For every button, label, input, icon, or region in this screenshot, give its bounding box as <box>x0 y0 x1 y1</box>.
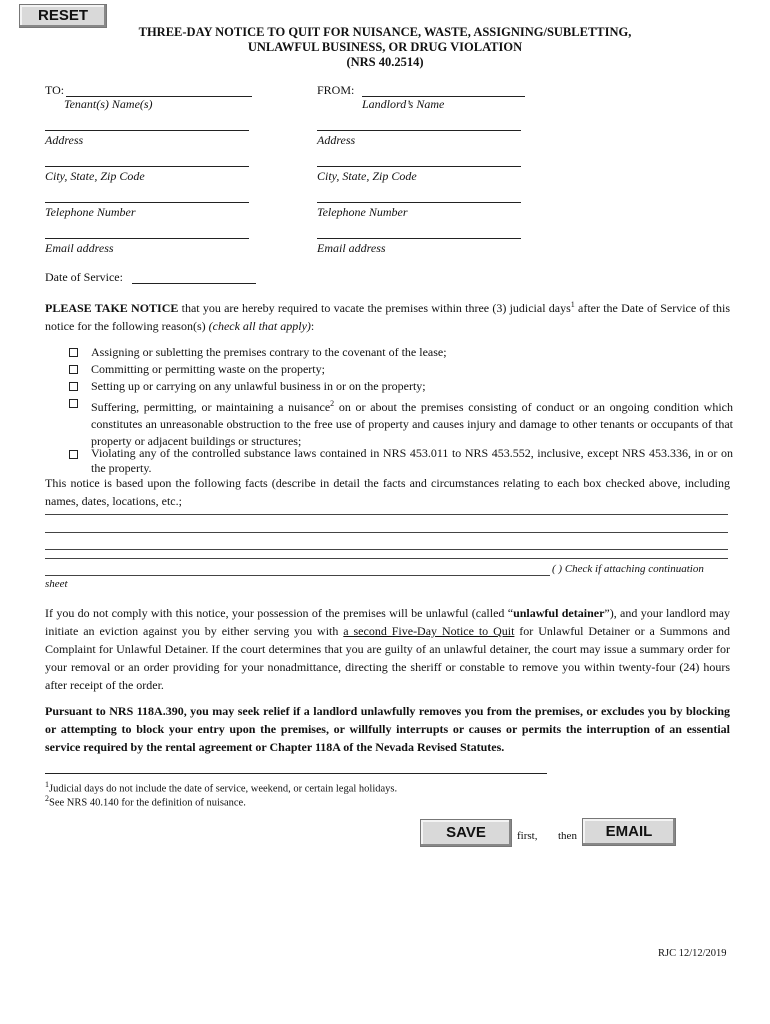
continuation-sheet-label: sheet <box>45 578 68 590</box>
reason-nuisance: Suffering, permitting, or maintaining a nuisance$^2$ on or about the premises consisting of conduct or an ongoing condition which constitutes an unreasonable obstruction to the free use of property and causes injury and damage to other tenants or occupants of that property or adjacent buildings or structures; <box>91 399 733 448</box>
date-of-service-label: Date of Service: <box>45 270 123 284</box>
reason-assigning: Assigning or subletting the premises contrary to the covenant of the lease; <box>91 345 447 359</box>
landlord-address-label: Address <box>317 133 356 147</box>
facts-line-4[interactable] <box>45 558 728 559</box>
save-button[interactable]: SAVE <box>420 819 512 847</box>
tenant-phone-field[interactable] <box>45 188 249 203</box>
checkbox-waste[interactable] <box>69 365 78 374</box>
landlord-name-label: Landlord’s Name <box>362 97 445 111</box>
facts-line-1[interactable] <box>45 514 728 515</box>
tenant-email-field[interactable] <box>45 224 249 239</box>
date-of-service-field[interactable] <box>132 269 256 284</box>
landlord-name-field[interactable] <box>362 82 525 97</box>
reason-drug-violation: Violating any of the controlled substance laws contained in NRS 453.011 to NRS 453.552, inclusive, except NRS 453.336, in or on the property. <box>91 446 733 475</box>
title-line-3: (NRS 40.2514) <box>346 55 424 69</box>
footnote-1: $^1$Judicial days do not include the date of service, weekend, or certain legal holidays. <box>45 780 398 795</box>
landlord-email-label: Email address <box>317 241 386 255</box>
reset-button[interactable]: RESET <box>19 4 107 28</box>
landlord-city-field[interactable] <box>317 152 521 167</box>
email-button[interactable]: EMAIL <box>582 818 676 846</box>
relief-paragraph: Pursuant to NRS 118A.390, you may seek relief if a landlord unlawfully removes you from the premises, or excludes you by blocking or attempting to block your entry upon the premises, or willfully interrupts or causes or permits the interruption of an essential service required by the rental agreement or Chapter 118A of the Nevada Revised Statutes. <box>45 704 730 754</box>
from-label: FROM: <box>317 83 355 97</box>
first-label: first, <box>517 830 538 842</box>
tenant-address-field[interactable] <box>45 116 249 131</box>
continuation-checkbox-label[interactable]: ( ) Check if attaching continuation <box>552 563 704 575</box>
facts-line-3[interactable] <box>45 549 728 550</box>
tenant-phone-label: Telephone Number <box>45 205 136 219</box>
then-label: then <box>558 830 577 842</box>
unlawful-detainer-paragraph: If you do not comply with this notice, your possession of the premises will be unlawful (called “unlawful detainer”), and your landlord may initiate an eviction against you by either serving you with a second Five-Day Notice to Quit for Unlawful Detainer or a Summons and Complaint for Unlawful Detainer. If the court determines that you are guilty of an unlawful detainer, the court may issue a summary order for your removal or an order providing for your nonadmittance, directing the sheriff or constable to remove you within twenty-four (24) hours after receipt of the order. <box>45 606 730 692</box>
tenant-address-label: Address <box>45 133 84 147</box>
tenant-name-label: Tenant(s) Name(s) <box>64 97 153 111</box>
form-revision: RJC 12/12/2019 <box>658 948 727 959</box>
title-line-2: UNLAWFUL BUSINESS, OR DRUG VIOLATION <box>247 40 523 54</box>
checkbox-drug-violation[interactable] <box>69 450 78 459</box>
tenant-name-field[interactable] <box>66 82 252 97</box>
landlord-phone-field[interactable] <box>317 188 521 203</box>
facts-intro: This notice is based upon the following facts (describe in detail the facts and circumstances relating to each box checked above, including names, dates, locations, etc.; <box>45 476 730 508</box>
landlord-phone-label: Telephone Number <box>317 205 408 219</box>
landlord-email-field[interactable] <box>317 224 521 239</box>
checkbox-assigning[interactable] <box>69 348 78 357</box>
facts-line-2[interactable] <box>45 532 728 533</box>
tenant-email-label: Email address <box>45 241 114 255</box>
footnote-divider <box>45 773 547 774</box>
landlord-address-field[interactable] <box>317 116 521 131</box>
checkbox-nuisance[interactable] <box>69 399 78 408</box>
reason-waste: Committing or permitting waste on the property; <box>91 362 325 376</box>
facts-line-5[interactable] <box>45 575 550 576</box>
to-label: TO: <box>45 83 65 97</box>
notice-paragraph: PLEASE TAKE NOTICE that you are hereby required to vacate the premises within three (3) judicial days$^1$ after the Date of Service of this notice for the following reason(s) (check all that apply): <box>45 300 730 333</box>
landlord-city-label: City, State, Zip Code <box>317 169 417 183</box>
title-line-1: THREE-DAY NOTICE TO QUIT FOR NUISANCE, WASTE, ASSIGNING/SUBLETTING, <box>138 25 632 39</box>
tenant-city-field[interactable] <box>45 152 249 167</box>
footnote-2: $^2$See NRS 40.140 for the definition of nuisance. <box>45 794 246 809</box>
tenant-city-label: City, State, Zip Code <box>45 169 145 183</box>
reason-unlawful-business: Setting up or carrying on any unlawful business in or on the property; <box>91 379 426 393</box>
checkbox-unlawful-business[interactable] <box>69 382 78 391</box>
